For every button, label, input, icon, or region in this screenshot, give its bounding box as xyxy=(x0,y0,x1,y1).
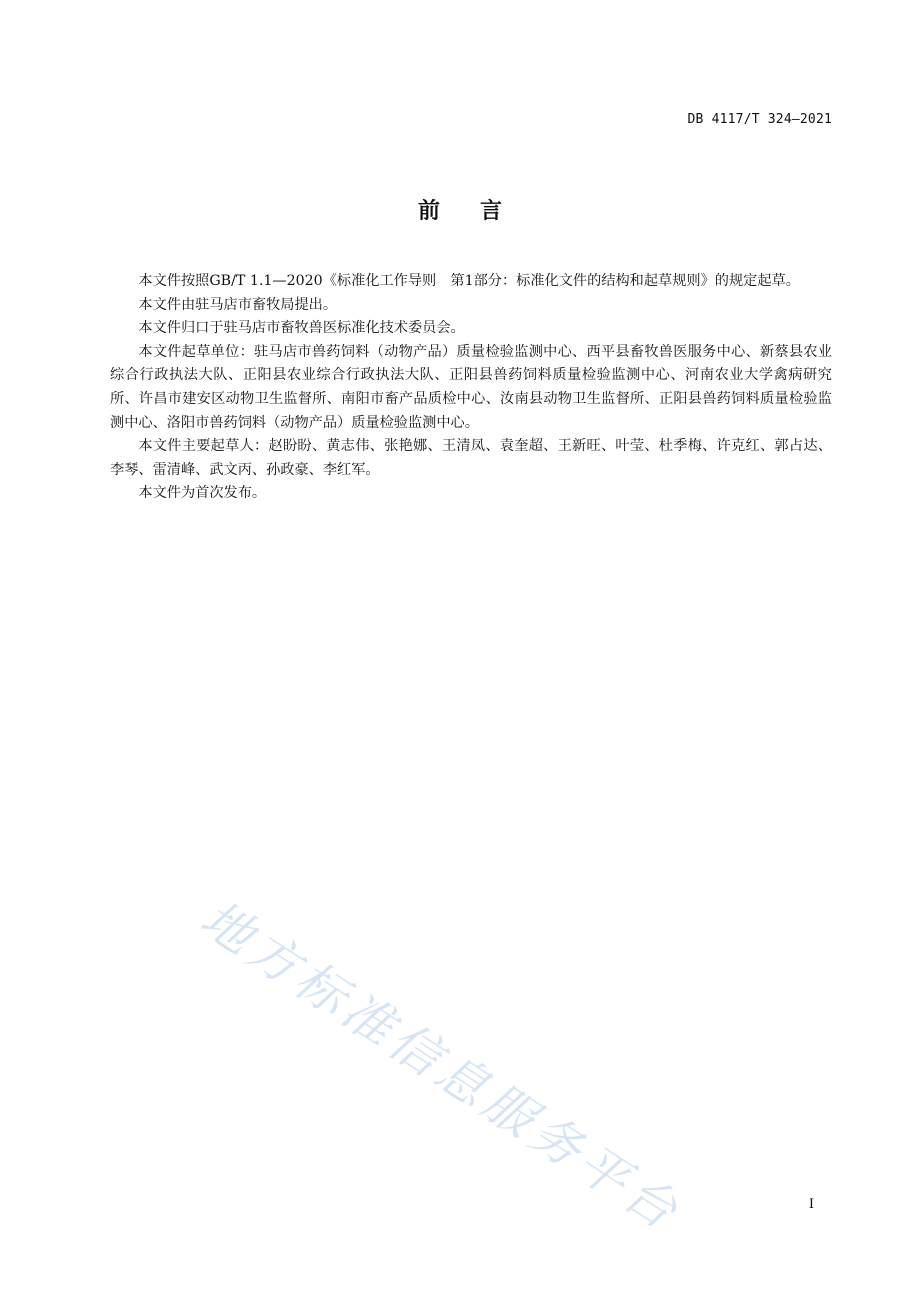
paragraph-drafting-basis: 本文件按照GB/T 1.1—2020《标准化工作导则 第1部分：标准化文件的结构和起草规则》的规定起草。 xyxy=(138,273,800,289)
document-body xyxy=(110,270,832,506)
document-code: DB 4117/T 324—2021 xyxy=(687,112,832,127)
paragraph-drafting-units: 本文件起草单位：驻马店市兽药饲料（动物产品）质量检验监测中心、西平县畜牧兽医服务中心、新蔡县农业综合行政执法大队、正阳县农业综合行政执法大队、正阳县兽药饲料质量检验监测中心、河南农业大学禽病研究所、许昌市建安区动物卫生监督所、南阳市畜产品质检中心、汝南县动物卫生监督所、正阳县兽药饲料质量检验监测中心、洛阳市兽药饲料（动物产品）质量检验监测中心。 xyxy=(110,343,832,431)
paragraph-proposer: 本文件由驻马店市畜牧局提出。 xyxy=(138,296,338,313)
paragraph-release: 本文件为首次发布。 xyxy=(138,485,267,502)
page-title: 前言 xyxy=(417,199,542,224)
watermark: 地方标准信息服务平台 xyxy=(190,889,692,1243)
paragraph-committee: 本文件归口于驻马店市畜牧兽医标准化技术委员会。 xyxy=(138,320,465,337)
paragraph-drafters: 本文件主要起草人：赵盼盼、黄志伟、张艳娜、王清凤、袁奎超、王新旺、叶莹、杜季梅、许克红、郭占达、李琴、雷清峰、武文丙、孙政豪、李红军。 xyxy=(110,438,832,478)
page-number: I xyxy=(808,1197,814,1212)
